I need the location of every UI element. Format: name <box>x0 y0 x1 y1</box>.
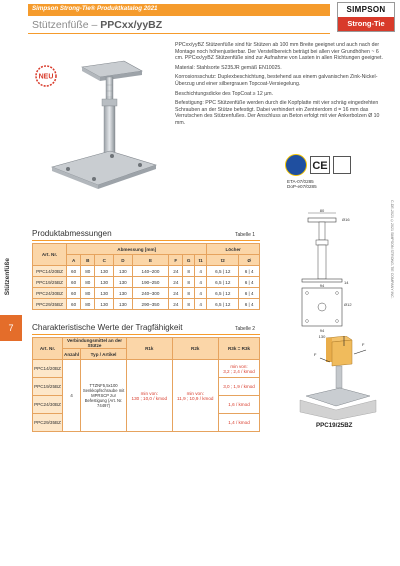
col-art: Art. Nr. <box>33 244 67 266</box>
cell: 130 <box>95 266 114 277</box>
r2-cell <box>172 360 219 432</box>
row-art: PPC29/35BZ <box>33 299 67 310</box>
dim-94-bottom-label: 94 <box>319 328 325 333</box>
typ-cell: TTZNF5,5x100 Senkkopfschraube mit MPRSCP zur Befestigung (Art. Nr. 74497) <box>81 360 127 432</box>
sub-b: B <box>81 255 95 266</box>
cell: 4 <box>194 288 206 299</box>
table-row <box>33 299 260 310</box>
title-divider <box>28 33 330 34</box>
description <box>175 42 385 130</box>
r3-cell <box>219 360 260 378</box>
row-art: PPC14/20BZ <box>33 360 63 378</box>
cell: 8 <box>183 277 195 288</box>
title-bold: PPCxx/yyBZ <box>100 19 163 31</box>
cell: 60 <box>67 299 81 310</box>
desc-p2: Material: Stahlsorte S235JR gemäß EN10025. <box>175 64 282 71</box>
technical-drawing <box>290 208 370 340</box>
cell: 4 <box>194 266 206 277</box>
dim-80-label: 80 <box>319 208 325 213</box>
desc-p5: Befestigung: PPC Stützenfüße werden durch die Kopfplatte mit vier schräg eingedrehten Schrauben an der Stütze befestigt. Dabei verhindert ein Zentrierdorn d = 16 mm das Verrutschen des Stützenfußes. Der Anschluss an Beton erfolgt mit vier Ankerbolzen Ø 10 mm. <box>175 100 380 126</box>
header-bar <box>28 4 330 16</box>
r3-min: min von: <box>230 363 248 369</box>
cell: 24 <box>169 288 183 299</box>
cell: 24 <box>169 299 183 310</box>
dim-16-label: Ø16 <box>342 217 350 222</box>
sub-dia: Ø <box>239 255 260 266</box>
cell: 8 <box>183 288 195 299</box>
col-r1: R1k <box>127 338 172 360</box>
cell: 190–250 <box>132 277 169 288</box>
dimensions-table-label: Tabelle 1 <box>235 232 256 238</box>
cell: 8 <box>183 299 195 310</box>
dop-label: DoP-e07/0285 <box>287 184 317 189</box>
cell: 60 <box>67 266 81 277</box>
sub-d: D <box>114 255 133 266</box>
cell: 80 <box>81 288 95 299</box>
table-row <box>33 277 260 288</box>
header-bar-text: Simpson Strong-Tie® Produktkatalog 2021 <box>32 5 158 12</box>
row-art: PPC19/25BZ <box>33 378 63 396</box>
cell: 4 <box>194 277 206 288</box>
capacity-table <box>32 337 260 432</box>
title-prefix: Stützenfüße – <box>32 19 101 31</box>
cell: 130 <box>114 299 133 310</box>
cell: 80 <box>81 277 95 288</box>
cell: 130 <box>95 288 114 299</box>
col-r2: R2k <box>172 338 219 360</box>
copyright-vertical <box>390 200 398 350</box>
r2-min: min von: <box>186 390 204 396</box>
tube <box>104 106 115 156</box>
r3-cell: 1,4 / kmod <box>219 414 260 432</box>
cell: 6,5 | 12 <box>207 288 239 299</box>
cell: 6,5 | 12 <box>207 299 239 310</box>
col-art: Art. Nr. <box>33 338 63 360</box>
svg-text:F: F <box>362 342 365 347</box>
col-typ: Typ / Artikel <box>81 349 127 360</box>
dim-94-top-label: 94 <box>319 283 325 288</box>
capacity-title: Charakteristische Werte der Tragfähigkeit <box>32 323 183 332</box>
cell: 6 | 4 <box>239 288 260 299</box>
row-art: PPC19/25BZ <box>33 277 67 288</box>
sub-g: G <box>183 255 195 266</box>
ce-mark-icon: CE <box>310 156 330 174</box>
capacity-divider <box>32 334 260 335</box>
r3-cell: 1,6 / kmod <box>219 396 260 414</box>
sub-f: F <box>169 255 183 266</box>
load-illustration <box>290 336 382 420</box>
sub-t1: t1 <box>194 255 206 266</box>
page-number: 7 <box>0 315 22 341</box>
r1-cell <box>127 360 172 432</box>
sub-c: C <box>95 255 114 266</box>
brand-logo <box>337 2 395 32</box>
col-r3: R3k = R3k <box>219 338 260 360</box>
table-row <box>33 266 260 277</box>
r2-value: 11,9 ; 10,9 / kmod <box>177 395 214 401</box>
col-loecher: Löcher <box>207 244 260 255</box>
cell: 240–300 <box>132 288 169 299</box>
eta-logo-icon <box>285 154 307 176</box>
col-abmessung: Abmessung [mm] <box>67 244 207 255</box>
neu-text: NEU <box>38 73 54 81</box>
cell: 130 <box>95 299 114 310</box>
dimensions-divider <box>32 240 260 241</box>
cell: 4 <box>194 299 206 310</box>
cell: 6 | 4 <box>239 299 260 310</box>
sub-a: A <box>67 255 81 266</box>
cell: 130 <box>114 277 133 288</box>
eta-label: ETA-07/0285 <box>287 179 314 184</box>
cell: 60 <box>67 288 81 299</box>
cell: 130 <box>95 277 114 288</box>
dimensions-table <box>32 243 260 310</box>
r3-value: 3,0 ; 1,9 / kmod <box>223 384 255 389</box>
cell: 6 | 4 <box>239 277 260 288</box>
cell: 290–350 <box>132 299 169 310</box>
r1-value: 130 ; 10,0 / kmod <box>131 395 168 401</box>
certification-block <box>283 152 355 190</box>
table-row <box>33 288 260 299</box>
page-title <box>32 19 162 31</box>
row-art: PPC24/30BZ <box>33 396 63 414</box>
cell: 6,5 | 12 <box>207 277 239 288</box>
brand-line1: SIMPSON <box>338 3 394 17</box>
figure-caption: PPC19/25BZ <box>316 422 353 429</box>
row-art: PPC29/35BZ <box>33 414 63 432</box>
svg-text:F: F <box>314 352 317 357</box>
cell: 24 <box>169 266 183 277</box>
desc-p4: Beschichtungsdicke des TopCoat ≥ 12 µm. <box>175 90 274 97</box>
r3-value: 3,2 ; 2,4 / kmod <box>223 368 255 374</box>
dimensions-title: Produktabmessungen <box>32 229 112 238</box>
r3-cell <box>219 378 260 396</box>
row-art: PPC24/30BZ <box>33 288 67 299</box>
side-tab-label: Stützenfüße <box>4 258 11 296</box>
r1-min: min von: <box>140 390 158 396</box>
cell: 130 <box>114 288 133 299</box>
quality-mark-icon <box>333 156 351 174</box>
cell: 80 <box>81 299 95 310</box>
cell: 130 <box>114 266 133 277</box>
cell: 8 <box>183 266 195 277</box>
neu-badge <box>34 64 58 88</box>
side-tab <box>0 258 22 296</box>
brand-line2: Strong-Tie <box>338 17 394 31</box>
cell: 140–200 <box>132 266 169 277</box>
nut <box>102 99 117 106</box>
cell: 6,5 | 12 <box>207 266 239 277</box>
cell: 6 | 4 <box>239 266 260 277</box>
dim-14-label: 14 <box>344 280 349 285</box>
row-art: PPC14/20BZ <box>33 266 67 277</box>
col-verbindung: Verbindungsmittel an der Stütze <box>63 338 127 349</box>
desc-p1: PPCxx/yyBZ Stützenfüße sind für Stützen ab 100 mm Breite geeignet und auch nach der Montage noch höhenjustierbar. Der Verstellbereich beträgt bei allen vier Grundhöhen ~ 6 cm. PPCxx/yyBZ Stützenfüße sind zur Aufnahme von Lasten in allen Richtungen geeignet. <box>175 42 383 62</box>
capacity-table-label: Tabelle 2 <box>235 326 256 332</box>
copyright-text: C-DE-2021 ©2021 SIMPSON STRONG-TIE COMPANY INC. <box>390 200 394 299</box>
desc-p3: Korrosionsschutz: Duplexbeschichtung, bestehend aus einem galvanischen Zink-Nickel-Überzug und einer silbergrauen Topcoat-Versiegelung. <box>175 74 378 87</box>
cell: 60 <box>67 277 81 288</box>
table-row <box>33 360 260 378</box>
anzahl-cell: 4 <box>63 360 81 432</box>
cell: 24 <box>169 277 183 288</box>
sub-e: E <box>132 255 169 266</box>
dim-12-label: Ø12 <box>344 302 352 307</box>
dim-130-label: 130 <box>318 334 326 339</box>
col-anzahl: Anzahl <box>63 349 81 360</box>
sub-t2: t2 <box>207 255 239 266</box>
cell: 80 <box>81 266 95 277</box>
